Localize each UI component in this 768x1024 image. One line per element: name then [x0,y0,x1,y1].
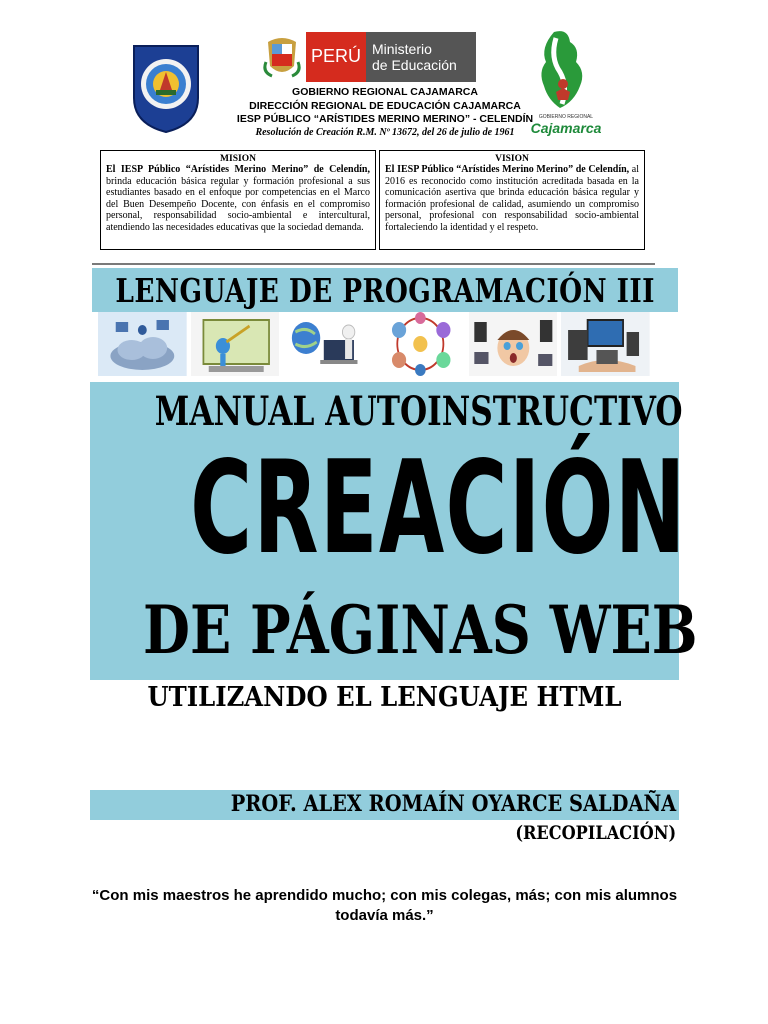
manual-subtitle: MANUAL AUTOINSTRUCTIVO [154,388,683,435]
gov-line-3: IESP PÚBLICO “ARÍSTIDES MERINO MERINO” - CELENDÍN [236,113,534,125]
image-strip [98,312,650,376]
author-name: PROF. ALEX ROMAÍN OYARCE SALDAÑA [230,791,676,817]
network-collage-image [376,312,465,376]
mision-body: brinda educación básica regular y formación profesional a sus estudiantes basado en el enfoque por competencias en el Marco del Buen Desempeño Docente, con énfasis en el compromiso personal, responsabilidad socio-ambiental e intercultural, atendiendo las necesidades educativas que la sociedad demanda. [106,175,370,233]
cover-title-box [90,382,698,680]
digital-drawing-image [191,312,280,376]
vision-intro: El IESP Público “Arístides Merino Merino” de Celendín, [385,164,630,175]
compilation-note: (RECOPILACIÓN) [515,822,676,844]
html-subtitle: UTILIZANDO EL LENGUAJE HTML [147,682,622,713]
surprised-user-devices-image [469,312,558,376]
devices-hand-image [561,312,650,376]
creation-resolution: Resolución de Creación R.M. Nº 13672, del 26 de julio de 1961 [255,127,515,138]
course-title-banner [92,268,678,312]
peru-coat-of-arms-icon [265,38,299,76]
gov-line-1: GOBIERNO REGIONAL CAJAMARCA [292,86,478,98]
ministerio-line1: Ministerio [372,41,432,57]
ministerio-line2: de Educación [372,57,457,73]
ministerio-educacion-logo [262,32,476,82]
cajamarca-label: Cajamarca [530,120,602,136]
vision-title: VISION [495,154,529,164]
gov-line-2: DIRECCIÓN REGIONAL DE EDUCACIÓN CAJAMARCA [249,100,521,112]
quote: “Con mis maestros he aprendido mucho; con mis colegas, más; con mis alumnos todavía más.” [91,887,678,924]
mision-text [106,164,370,233]
mision-title: MISION [220,154,256,164]
mision-intro: El IESP Público “Arístides Merino Merino” de Celendín, [106,164,370,175]
globe-laptop-image [283,312,372,376]
vision-text [385,164,639,233]
cajamarca-small-label: GOBIERNO REGIONAL [538,114,594,120]
vision-body: al 2016 es reconocido como institución acreditada basada en la comunicación asertiva que brinda educación básica regular y formación profesional de calidad, asumiendo un compromiso personal, profesional con responsabilidad socio-ambiental fortaleciendo la identidad y el respeto. [385,164,639,233]
peru-label: PERÚ [310,46,361,66]
mision-box [100,150,376,250]
cover-main-title: CREACIÓN [190,434,687,583]
divider-line [92,263,655,265]
vision-box [379,150,645,250]
cover-web-pages-title: DE PÁGINAS WEB [143,591,698,669]
course-title: LENGUAJE DE PROGRAMACIÓN III [115,270,655,310]
cloud-computing-image [98,312,187,376]
